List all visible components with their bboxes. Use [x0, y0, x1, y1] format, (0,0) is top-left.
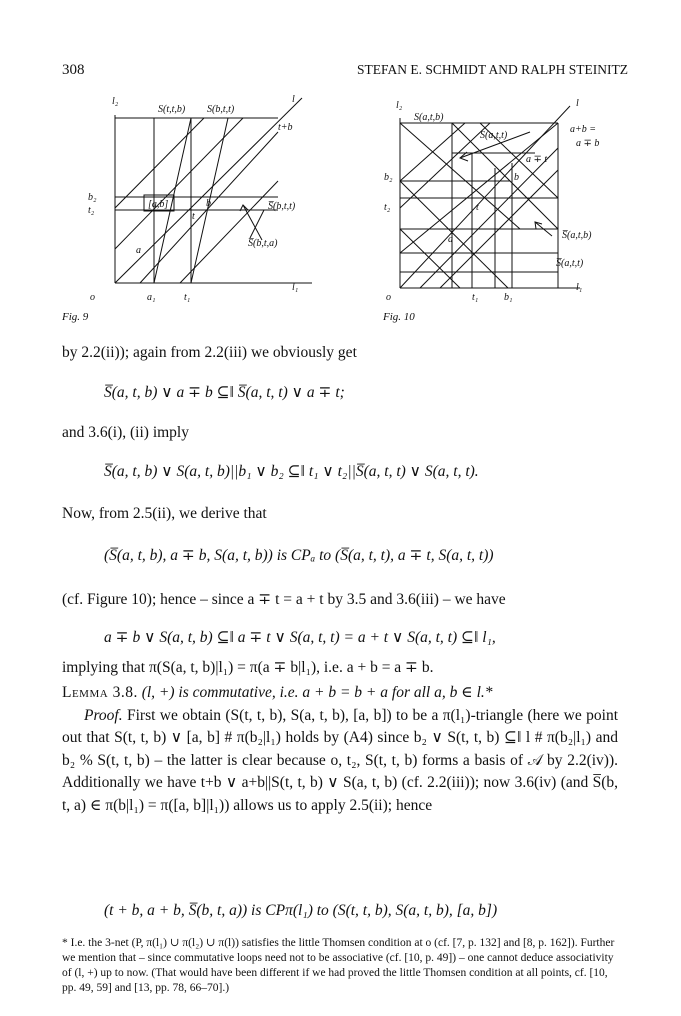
proof-paragraph [62, 705, 618, 817]
label-Sbar-btt: S̅(b,t,t) [268, 201, 296, 212]
footnote: * I.e. the 3-net (P, π(l₁) ∪ π(l₂) ∪ π(l)) satisfies the little Thomsen condition at o (cf. [7, p. 132] and [8, p. 162]). Further we mention that – since commutative loops need not to be associative (cf. [10, p. 49]) – one cannot deduce associativity of (l, +) up to now. (That would have been different if we had proved the little Thomsen condition at all points, cf. [10, pp. 49, 59] and [13, pp. 78, 66–70].) [62, 937, 615, 994]
label-l2: l₂ [112, 96, 119, 107]
label-S-atb: S(a,t,b) [414, 112, 444, 123]
text-line-3: Now, from 2.5(ii), we derive that [62, 505, 267, 522]
figure-9-caption: Fig. 9 [62, 311, 89, 323]
label-S-ttb: S(t,t,b) [158, 104, 186, 115]
figure-9 [80, 88, 330, 316]
label-t1: t₁ [472, 292, 479, 303]
label-b2: b₂ [384, 172, 393, 183]
running-title: STEFAN E. SCHMIDT AND RALPH STEINITZ [357, 62, 629, 77]
label-a1: a₁ [147, 292, 156, 303]
label-l1: l₁ [292, 282, 299, 293]
text-line-5: implying that π(S(a, t, b)|l₁) = π(a ∓ b|l₁), i.e. a + b = a ∓ b. [62, 659, 434, 676]
proof-body: First we obtain (S(t, t, b), S(a, t, b), [a, b]) to be a π(l₁)-triangle (here we point out that S(t, t, b) ∨ [a, b] # π(b₂|l₁) holds by (A4) since b₂ ∨ S(t, t, b) ⊆‖ l # π(b₂|l₁) and b₂ % S(t, t, b) – the latter is clear because o, t₂, S(t, t, b) forms a basis of 𝒜 by 2.2(iv)). Additionally we have t+b ∨ a+b||S(t, t, b) ∨ S(a, t, b) (cf. 2.2(iii)); now 3.6(iv) (and S̅(b, t, a) ∈ π(b|l₁) = π([a, b]|l₁)) allows us to apply 2.5(ii); hence [62, 707, 619, 814]
lemma-heading: Lemma 3.8. [62, 684, 138, 701]
label-ab: [a,b] [148, 199, 169, 210]
label-b: b [514, 172, 519, 183]
label-b: b [206, 198, 211, 209]
label-o: o [386, 292, 391, 303]
label-t-plus-b: t+b [278, 122, 293, 133]
label-Sbar-att: S̅(a,t,t) [556, 258, 584, 269]
lemma-statement [62, 683, 493, 702]
label-a-plus-b: a+b = [570, 124, 596, 135]
figure-10 [380, 88, 620, 308]
figure-10-caption: Fig. 10 [383, 311, 415, 323]
page-number: 308 [62, 62, 85, 78]
label-b1: b₁ [504, 292, 513, 303]
label-Sbar-atb: S̅(a,t,b) [562, 230, 592, 241]
label-a-mp-b: a ∓ b [576, 138, 600, 149]
label-S-btt: S(b,t,t) [207, 104, 235, 115]
label-o: o [90, 292, 95, 303]
label-t: t [192, 211, 195, 222]
text-line-2: and 3.6(i), (ii) imply [62, 424, 189, 441]
equation-2: S̅(a, t, b) ∨ S(a, t, b)||b₁ ∨ b₂ ⊆‖ t₁ ∨ t₂||S̅(a, t, t) ∨ S(a, t, t). [104, 463, 479, 480]
text-line-1: by 2.2(ii)); again from 2.2(iii) we obviously get [62, 344, 357, 361]
text-line-4: (cf. Figure 10); hence – since a ∓ t = a + t by 3.5 and 3.6(iii) – we have [62, 591, 506, 608]
label-t2: t₂ [384, 202, 391, 213]
label-l: l [292, 94, 295, 105]
label-a-mp-t: a ∓ t [526, 154, 548, 165]
equation-5: (t + b, a + b, S̅(b, t, a)) is CPπ(l₁) to (S(t, t, b), S(a, t, b), [a, b]) [104, 902, 498, 919]
equation-4: a ∓ b ∨ S(a, t, b) ⊆‖ a ∓ t ∨ S(a, t, t) = a + t ∨ S(a, t, t) ⊆‖ l₁, [104, 629, 496, 646]
label-l: l [576, 98, 579, 109]
label-l1: l₁ [576, 282, 583, 293]
label-Sbar-bta: S̅(b,t,a) [248, 238, 278, 249]
line-l [115, 98, 302, 283]
label-l2: l₂ [396, 100, 403, 111]
lemma-body: (l, +) is commutative, i.e. a + b = b + a for all a, b ∈ l.* [141, 684, 493, 701]
label-a: a [448, 234, 453, 245]
label-t1: t₁ [184, 292, 191, 303]
label-S-att: S(a,t,t) [480, 130, 508, 141]
equation-3: (S̅(a, t, b), a ∓ b, S(a, t, b)) is CPₐ to (S̅(a, t, t), a ∓ t, S(a, t, t)) [104, 547, 494, 564]
label-t2: t₂ [88, 205, 95, 216]
label-a: a [136, 245, 141, 256]
label-t: t [476, 202, 479, 213]
proof-heading: Proof. [84, 707, 123, 724]
equation-1: S̅(a, t, b) ∨ a ∓ b ⊆‖ S̅(a, t, t) ∨ a ∓ t; [104, 384, 345, 401]
label-b2: b₂ [88, 192, 97, 203]
